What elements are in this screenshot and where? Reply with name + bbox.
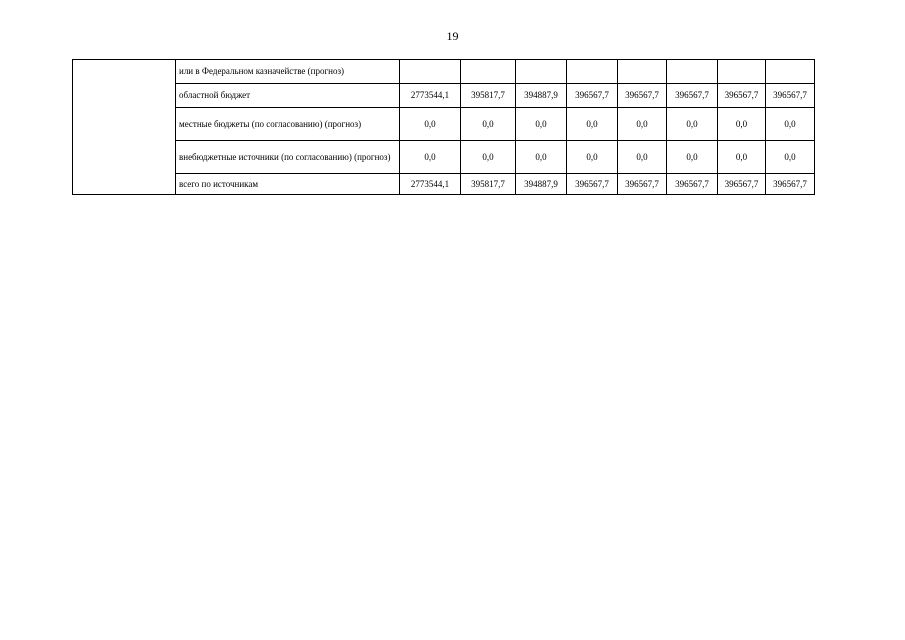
value-cell: 0,0 (618, 108, 667, 141)
row-label: областной бюджет (176, 84, 400, 108)
value-cell: 396567,7 (718, 84, 766, 108)
value-cell (567, 60, 618, 84)
value-cell: 0,0 (667, 108, 718, 141)
table-row (73, 141, 815, 174)
value-cell: 0,0 (766, 141, 815, 174)
value-cell: 0,0 (400, 141, 461, 174)
value-cell: 396567,7 (667, 174, 718, 195)
page-number: 19 (446, 29, 459, 43)
table-row (73, 174, 815, 195)
row-label: внебюджетные источники (по согласованию) (прогноз) (176, 141, 400, 174)
value-cell: 394887,9 (516, 174, 567, 195)
value-cell: 396567,7 (618, 84, 667, 108)
value-cell: 0,0 (618, 141, 667, 174)
value-cell: 0,0 (400, 108, 461, 141)
value-cell: 396567,7 (618, 174, 667, 195)
row-label: всего по источникам (176, 174, 400, 195)
value-cell: 396567,7 (766, 174, 815, 195)
value-cell: 0,0 (718, 141, 766, 174)
value-cell (400, 60, 461, 84)
value-cell (516, 60, 567, 84)
value-cell: 0,0 (567, 108, 618, 141)
value-cell: 396567,7 (567, 84, 618, 108)
value-cell: 394887,9 (516, 84, 567, 108)
value-cell: 395817,7 (461, 84, 516, 108)
value-cell: 395817,7 (461, 174, 516, 195)
value-cell: 0,0 (667, 141, 718, 174)
value-cell: 2773544,1 (400, 174, 461, 195)
value-cell (667, 60, 718, 84)
value-cell: 0,0 (461, 108, 516, 141)
value-cell (618, 60, 667, 84)
value-cell: 0,0 (766, 108, 815, 141)
row-label: местные бюджеты (по согласованию) (прогноз) (176, 108, 400, 141)
value-cell (766, 60, 815, 84)
merged-left-cell (73, 60, 176, 195)
value-cell: 396567,7 (766, 84, 815, 108)
value-cell: 0,0 (516, 108, 567, 141)
table-row (73, 84, 815, 108)
row-label: или в Федеральном казначействе (прогноз) (176, 60, 400, 84)
table-row (73, 60, 815, 84)
value-cell: 0,0 (461, 141, 516, 174)
value-cell (461, 60, 516, 84)
value-cell: 396567,7 (567, 174, 618, 195)
table-row (73, 108, 815, 141)
value-cell: 2773544,1 (400, 84, 461, 108)
value-cell: 0,0 (567, 141, 618, 174)
value-cell: 396567,7 (667, 84, 718, 108)
value-cell: 396567,7 (718, 174, 766, 195)
value-cell: 0,0 (718, 108, 766, 141)
budget-table (72, 59, 815, 195)
value-cell: 0,0 (516, 141, 567, 174)
value-cell (718, 60, 766, 84)
